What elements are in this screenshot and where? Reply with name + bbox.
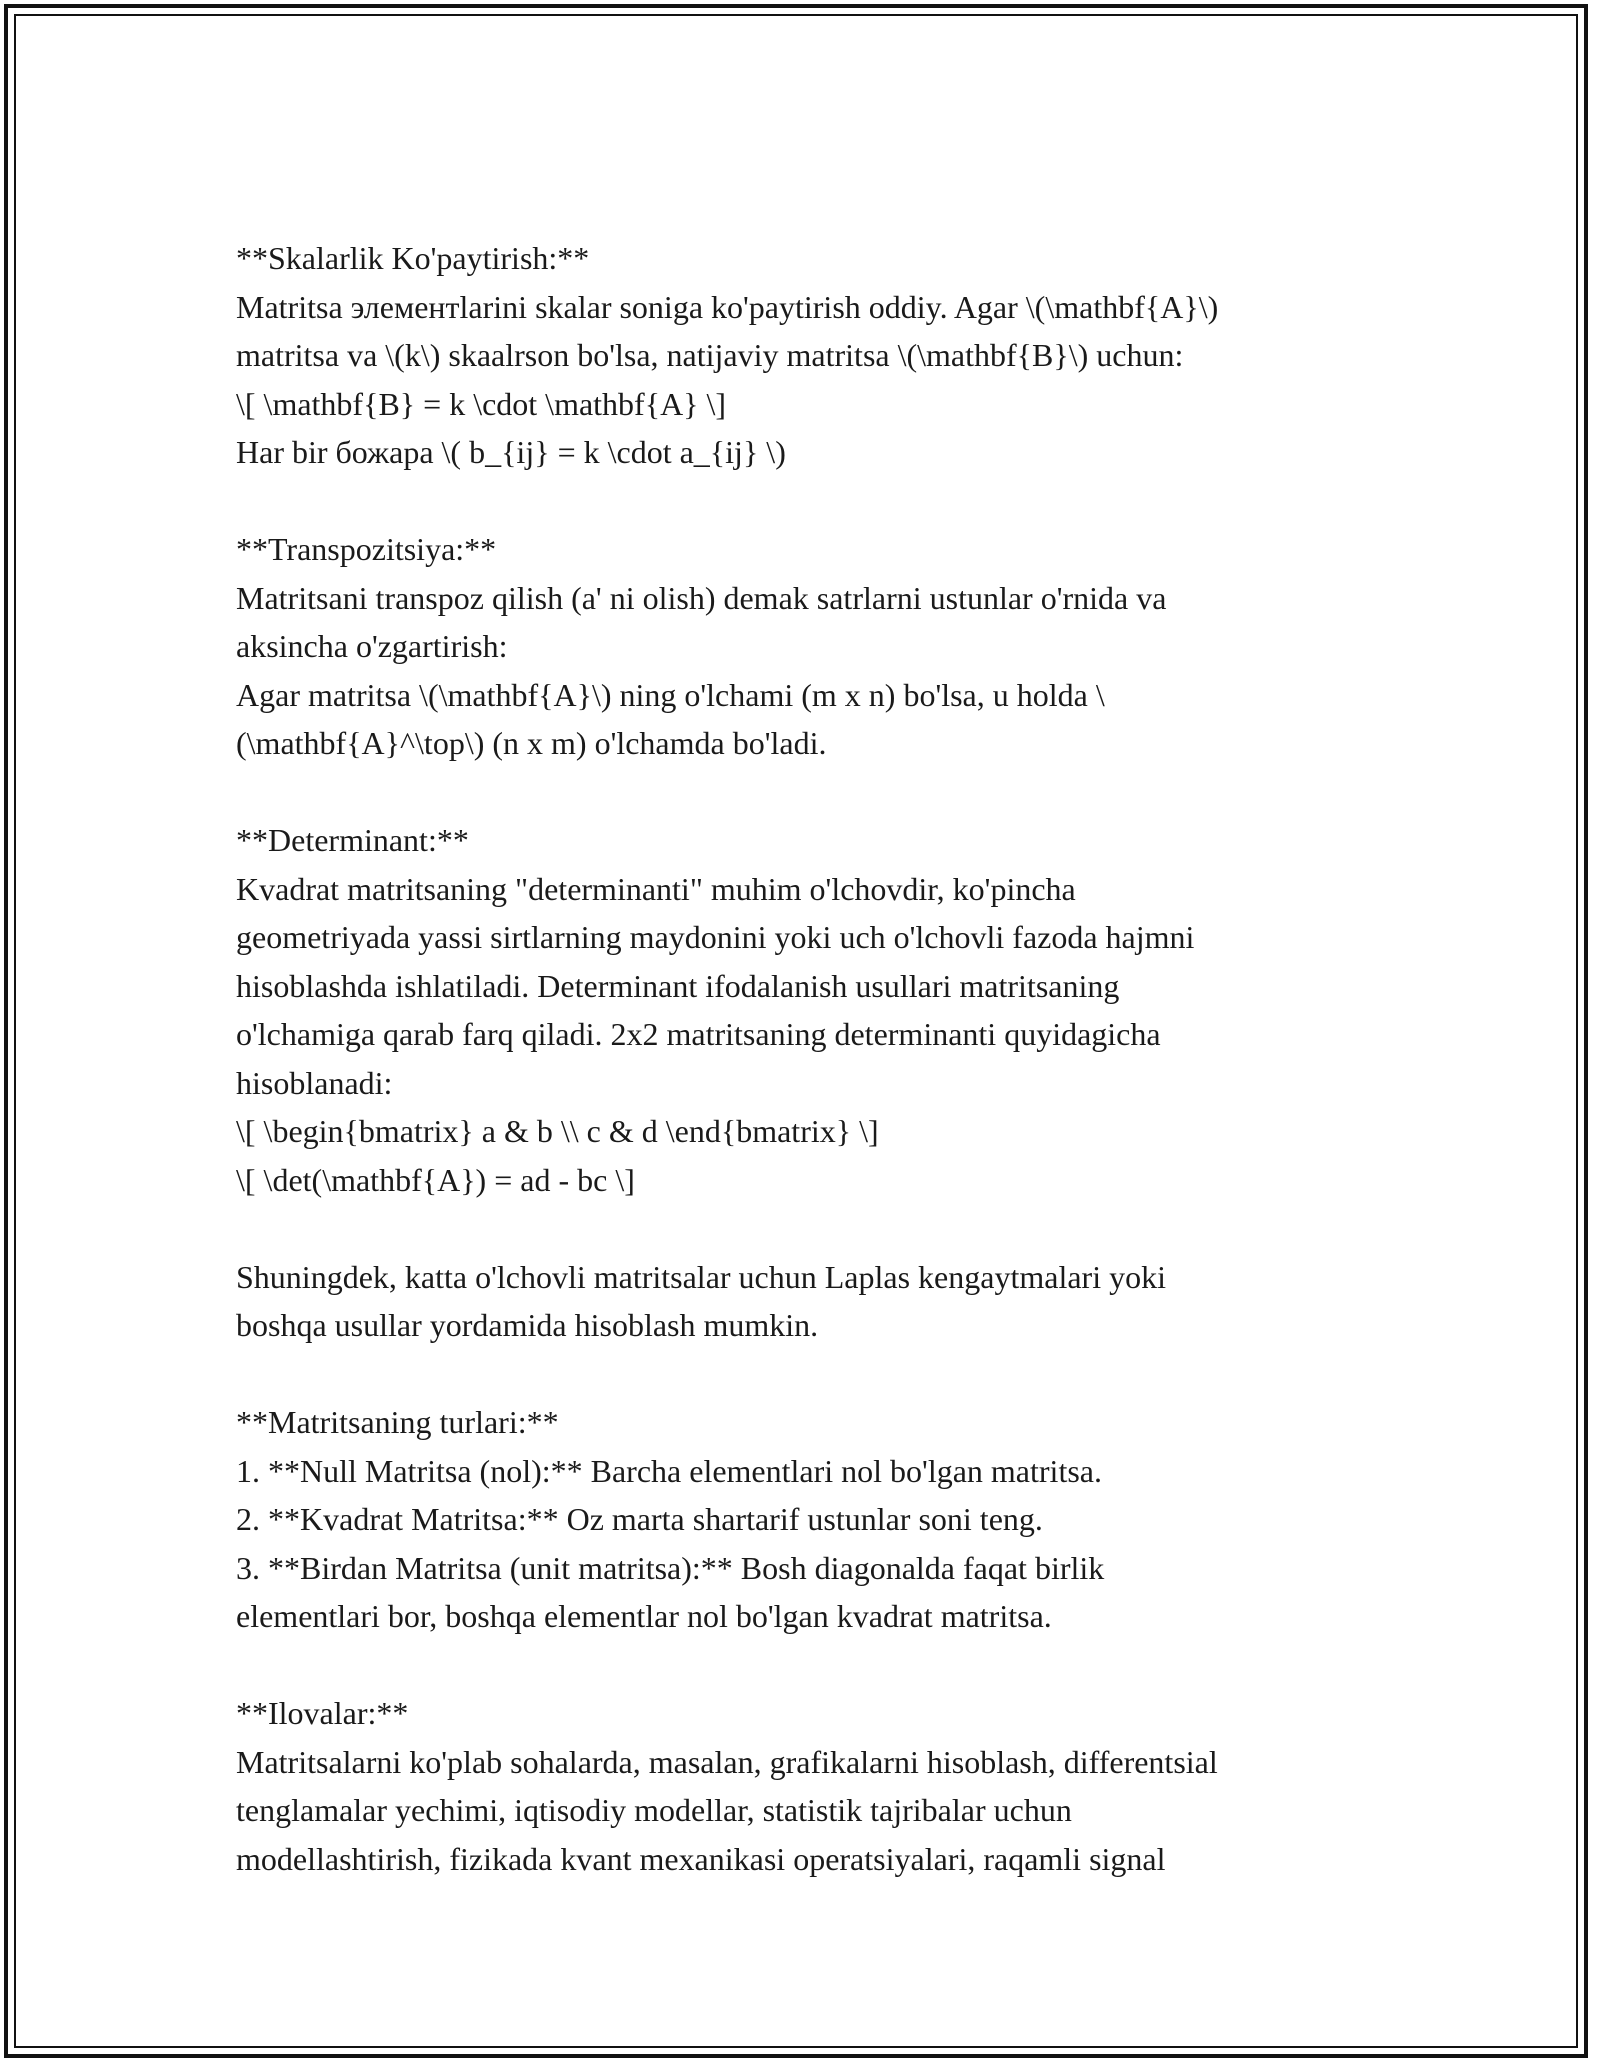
formula-line: \[ \begin{bmatrix} a & b \\ c & d \end{bmatrix} \] — [236, 1113, 879, 1149]
section-determinant — [236, 816, 1386, 1204]
paragraph-line: aksincha o'zgartirish: — [236, 628, 508, 664]
paragraph-line: geometriyada yassi sirtlarning maydonini yoki uch o'lchovli fazoda hajmni — [236, 919, 1195, 955]
list-item: 1. **Null Matritsa (nol):** Barcha elementlari nol bo'lgan matritsa. — [236, 1452, 1102, 1489]
paragraph-spacer — [236, 768, 1386, 817]
paragraph-line: matritsa va \(k\) skaalrson bo'lsa, natijaviy matritsa \(\mathbf{B}\) uchun: — [236, 337, 1184, 373]
list-item: 2. **Kvadrat Matritsa:** Oz marta shartarif ustunlar soni teng. — [236, 1501, 1043, 1537]
section-heading: **Matritsaning turlari:** — [236, 1404, 559, 1440]
list-item: 3. **Birdan Matritsa (unit matritsa):** Bosh diagonalda faqat birlik — [236, 1549, 1105, 1586]
paragraph-spacer — [236, 1350, 1386, 1399]
formula-line: Har bir божара \( b_{ij} = k \cdot a_{ij} \) — [236, 434, 786, 470]
paragraph-line: modellashtirish, fizikada kvant mexanikasi operatsiyalari, raqamli signal — [236, 1840, 1166, 1877]
paragraph-line: Matritsalarni ko'plab sohalarda, masalan, grafikalarni hisoblash, differentsial — [236, 1743, 1218, 1780]
paragraph-line: tenglamalar yechimi, iqtisodiy modellar, statistik tajribalar uchun — [236, 1792, 1072, 1828]
section-applications — [236, 1689, 1386, 1883]
paragraph-line: Kvadrat matritsaning "determinanti" muhim o'lchovdir, ko'pincha — [236, 870, 1076, 907]
paragraph-line: boshqa usullar yordamida hisoblash mumkin. — [236, 1307, 819, 1343]
paragraph-spacer — [236, 477, 1386, 526]
formula-line: \[ \det(\mathbf{A}) = ad - bc \] — [236, 1161, 635, 1198]
paragraph-line: hisoblashda ishlatiladi. Determinant ifodalanish usullari matritsaning — [236, 967, 1120, 1004]
section-matrix-types — [236, 1398, 1386, 1641]
section-transpose — [236, 525, 1386, 768]
paragraph-line: hisoblanadi: — [236, 1064, 393, 1101]
section-heading: **Transpozitsiya:** — [236, 531, 497, 567]
document-body — [236, 234, 1386, 1883]
section-heading: **Ilovalar:** — [236, 1695, 409, 1731]
paragraph-line: Shuningdek, katta o'lchovli matritsalar uchun Laplas kengaytmalari yoki — [236, 1258, 1166, 1295]
section-scalar-multiplication — [236, 234, 1386, 477]
list-item-continuation: elementlari bor, boshqa elementlar nol bo'lgan kvadrat matritsa. — [236, 1598, 1052, 1634]
section-laplace-note — [236, 1253, 1386, 1350]
paragraph-line: Agar matritsa \(\mathbf{A}\) ning o'lchami (m x n) bo'lsa, u holda \ — [236, 676, 1105, 713]
section-heading: **Determinant:** — [236, 822, 469, 858]
paragraph-line: o'lchamiga qarab farq qiladi. 2x2 matritsaning determinanti quyidagicha — [236, 1016, 1161, 1052]
paragraph-line: (\mathbf{A}^\top\) (n x m) o'lchamda bo'ladi. — [236, 725, 827, 761]
paragraph-line: Matritsani transpoz qilish (a' ni olish) demak satrlarni ustunlar o'rnida va — [236, 579, 1167, 616]
formula-line: \[ \mathbf{B} = k \cdot \mathbf{A} \] — [236, 385, 727, 422]
paragraph-spacer — [236, 1641, 1386, 1690]
paragraph-line: Matritsa элементlarini skalar soniga ko'paytirish oddiy. Agar \(\mathbf{A}\) — [236, 288, 1219, 325]
paragraph-spacer — [236, 1204, 1386, 1253]
section-heading: **Skalarlik Ko'paytirish:** — [236, 240, 590, 276]
